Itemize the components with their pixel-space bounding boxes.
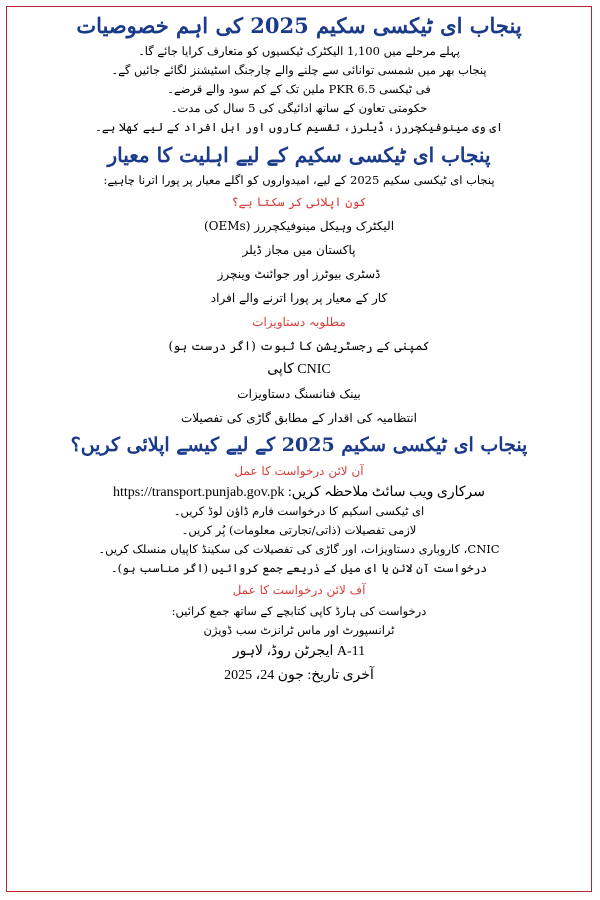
doc-item-1: کمپنی کے رجسٹریشن کا ثبوت (اگر درست ہو) bbox=[168, 339, 430, 354]
online-line-3: لازمی تفصیلات (ذاتی/تجارتی معلومات) پُر کریں۔ bbox=[181, 522, 417, 537]
how-to-apply-heading: پنجاب ای ٹیکسی سکیم 2025 کے لیے کیسے اپلائی کریں؟ bbox=[70, 434, 528, 457]
features-heading: پنجاب ای ٹیکسی سکیم 2025 کی اہم خصوصیات bbox=[76, 13, 522, 38]
eligibility-heading: پنجاب ای ٹیکسی سکیم کے لیے اہلیت کا معیار bbox=[107, 143, 491, 168]
who-item-4: کار کے معیار پر پورا اترنے والے افراد bbox=[210, 291, 388, 306]
online-line-4: CNIC، کاروباری دستاویزات، اور گاڑی کی تفصیلات کی سکینڈ کاپیاں منسلک کریں۔ bbox=[98, 541, 500, 556]
offline-address: A-11 ایجرٹن روڈ، لاہور bbox=[232, 643, 366, 659]
feature-line-3: فی ٹیکسی 6.5 PKR ملین تک کے کم سود والے قرضے۔ bbox=[167, 82, 431, 97]
document-page bbox=[7, 7, 591, 688]
eligibility-intro: پنجاب ای ٹیکسی سکیم 2025 کے لیے، امیدواروں کو اگلے معیار پر پورا اترنا چاہیے: bbox=[103, 173, 495, 188]
feature-line-2: پنجاب بھر میں شمسی توانائی سے چلنے والے چارجنگ اسٹیشنز لگائے جائیں گے۔ bbox=[111, 63, 487, 78]
who-can-apply-heading: کون اپلائی کر سکتا ہے؟ bbox=[231, 195, 367, 210]
online-line-1: سرکاری ویب سائٹ ملاحظہ کریں: https://transport.punjab.gov.pk bbox=[112, 484, 486, 500]
who-item-2: پاکستان میں مجاز ڈیلر bbox=[242, 243, 356, 258]
doc-item-3: بینک فنانسنگ دستاویزات bbox=[237, 387, 361, 402]
doc-item-2: CNIC کاپی bbox=[267, 362, 331, 378]
online-process-heading: آن لائن درخواست کا عمل bbox=[234, 463, 364, 478]
doc-item-4: انتظامیہ کی اقدار کے مطابق گاڑی کی تفصیلات bbox=[181, 411, 417, 426]
feature-line-5: ای وی مینوفیکچررز، ڈیلرز، تقسیم کاروں اور اہل افراد کے لیے کھلا ہے۔ bbox=[95, 120, 503, 135]
who-item-3: ڈسٹری بیوٹرز اور جوائنٹ وینچرز bbox=[217, 267, 381, 282]
online-line-5: درخواست آن لائن یا ای میل کے ذریعے جمع کروائیں (اگر مناسب ہو)۔ bbox=[110, 560, 488, 575]
offline-line-1: درخواست کی ہارڈ کاپی کتابچے کے ساتھ جمع کرائیں: bbox=[171, 603, 427, 618]
offline-line-2: ٹرانسپورٹ اور ماس ٹرانزٹ سب ڈویژن bbox=[203, 622, 395, 637]
who-item-1: الیکٹرک وہیکل مینوفیکچررز (OEMs) bbox=[203, 219, 395, 234]
offline-process-heading: آف لائن درخواست کا عمل bbox=[232, 582, 366, 597]
feature-line-1: پہلے مرحلے میں 1,100 الیکٹرک ٹیکسیوں کو متعارف کرایا جائے گا۔ bbox=[138, 44, 460, 59]
feature-line-4: حکومتی تعاون کے ساتھ ادائیگی کی 5 سال کی مدت۔ bbox=[170, 101, 428, 116]
online-line-2: ای ٹیکسی اسکیم کا درخواست فارم ڈاؤن لوڈ کریں۔ bbox=[173, 503, 425, 518]
document-frame bbox=[6, 6, 592, 892]
deadline: آخری تاریخ: جون 24، 2025 bbox=[224, 667, 374, 683]
required-docs-heading: مطلوبہ دستاویزات bbox=[252, 315, 346, 330]
